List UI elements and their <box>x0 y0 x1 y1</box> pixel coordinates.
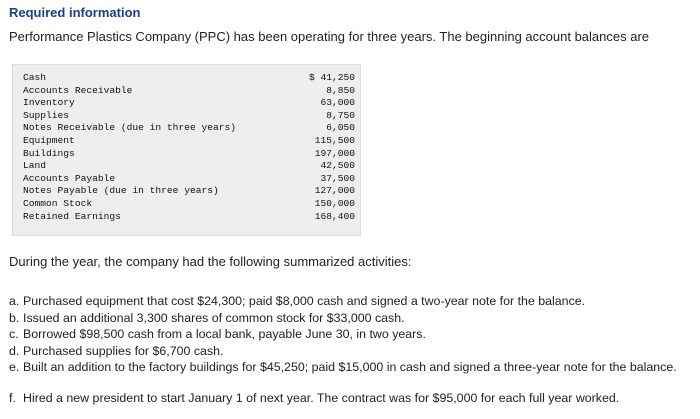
activity-item <box>9 360 689 375</box>
account-amount: 127,000 <box>314 185 355 197</box>
activity-text: Issued an additional 3,300 shares of common stock for $33,000 cash. <box>23 310 405 325</box>
account-name: Cash <box>23 72 47 83</box>
activity-text: Purchased equipment that cost $24,300; paid $8,000 cash and signed a two-year note for the balance. <box>23 294 586 308</box>
activity-item <box>9 344 689 359</box>
account-name: Common Stock <box>23 198 93 209</box>
balance-row <box>13 198 362 211</box>
balance-row <box>13 110 362 123</box>
account-name: Retained Earnings <box>23 210 121 222</box>
balance-row <box>13 211 362 224</box>
account-name: Land <box>23 160 47 172</box>
account-name: Supplies <box>23 109 70 121</box>
balance-row <box>13 160 362 173</box>
account-amount: 6,050 <box>326 122 355 134</box>
account-name: Accounts Receivable <box>23 84 133 96</box>
account-amount: 150,000 <box>314 198 355 209</box>
beginning-balances-table <box>12 64 361 236</box>
activity-letter: e. <box>9 360 20 374</box>
account-name: Inventory <box>23 97 75 109</box>
balance-row <box>13 185 362 198</box>
activities-intro: During the year, the company had the following summarized activities: <box>9 254 412 269</box>
account-amount: 63,000 <box>320 97 355 109</box>
intro-text: Performance Plastics Company (PPC) has been operating for three years. The beginning account balances are <box>9 29 650 44</box>
account-name: Equipment <box>23 135 75 146</box>
account-amount: 8,850 <box>326 84 355 96</box>
balance-row <box>13 72 362 85</box>
account-name: Buildings <box>23 147 75 159</box>
account-amount: 115,500 <box>314 135 355 146</box>
account-amount: $ 41,250 <box>308 72 355 83</box>
account-name: Accounts Payable <box>23 172 116 184</box>
section-heading: Required information <box>9 5 141 20</box>
activity-letter: b. <box>9 310 20 325</box>
activity-letter: f. <box>9 391 16 405</box>
account-name: Notes Payable (due in three years) <box>23 185 219 197</box>
activity-item <box>9 391 689 406</box>
balance-row <box>13 97 362 110</box>
account-amount: 8,750 <box>326 109 355 121</box>
account-amount: 37,500 <box>320 172 355 184</box>
balance-row <box>13 148 362 161</box>
activity-text: Purchased supplies for $6,700 cash. <box>23 343 224 358</box>
account-name: Notes Receivable (due in three years) <box>23 122 237 134</box>
activity-text: Borrowed $98,500 cash from a local bank, payable June 30, in two years. <box>23 327 426 341</box>
activity-item <box>9 311 689 326</box>
balance-row <box>13 173 362 186</box>
activity-letter: d. <box>9 343 20 358</box>
activity-text: Built an addition to the factory buildings for $45,250; paid $15,000 in cash and signed a three-year note for the balance. <box>23 360 677 374</box>
account-amount: 168,400 <box>314 210 355 222</box>
activity-letter: c. <box>9 327 19 341</box>
account-amount: 42,500 <box>320 160 355 172</box>
balance-row <box>13 135 362 148</box>
balance-row <box>13 85 362 98</box>
activity-letter: a. <box>9 294 20 308</box>
activity-text: Hired a new president to start January 1 of next year. The contract was for $95,000 for each full year worked. <box>23 391 620 405</box>
balance-row <box>13 122 362 135</box>
activity-item <box>9 294 689 309</box>
account-amount: 197,000 <box>314 147 355 159</box>
activity-item <box>9 327 689 342</box>
